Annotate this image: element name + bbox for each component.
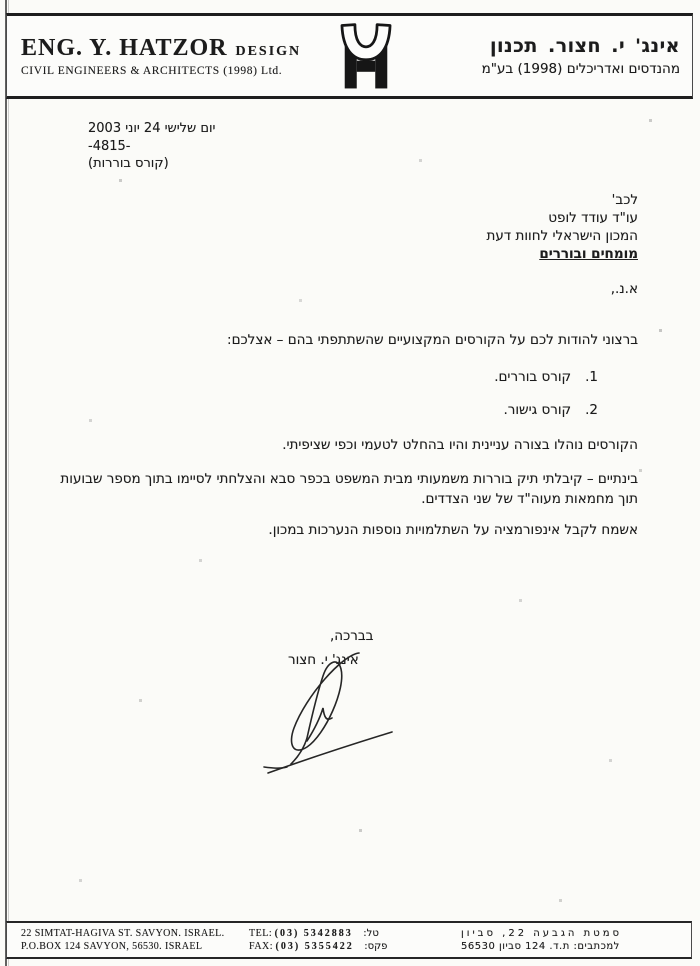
reference-block <box>88 120 215 173</box>
company-name-hebrew: אינג' י. חצור. תכנון <box>489 35 680 57</box>
footer-phone-block <box>249 927 457 953</box>
company-name-main: ENG. Y. HATZOR <box>21 35 228 61</box>
list-item-number: 1. <box>585 369 598 385</box>
scan-noise-specks <box>0 0 1 1</box>
recipient-block <box>486 191 638 263</box>
list-item-text: קורס בוררים. <box>494 369 572 385</box>
fax-label-he: פקס: <box>364 941 388 952</box>
list-item-number: 2. <box>585 402 598 418</box>
footer-street-address-he: סמטת הגבעה 22, סביון <box>461 928 622 939</box>
fax-label-en: FAX: <box>249 941 274 952</box>
tel-label-en: TEL: <box>249 928 273 939</box>
hatzor-h-monogram-logo-icon <box>327 20 405 94</box>
letterhead-hebrew <box>420 35 692 77</box>
paragraph-arbitration-case: בינתיים – קיבלתי תיק בוררות משמעותי מבית המשפט בכפר סבא והצלחתי לסיימו בתוך מספר שבועות תוך מחמאות מעוה"ד של שני הצדדים. <box>60 471 638 507</box>
company-subtitle-hebrew: מהנדסים ואדריכלים (1998) בע"מ <box>481 61 680 77</box>
recipient-name: עו"ד עודד לופט <box>548 210 638 226</box>
paragraph-request-info: אשמח לקבל אינפורמציה על השתלמויות נוספות הנערכות במכון. <box>268 522 638 538</box>
handwritten-signature-icon <box>262 646 412 776</box>
recipient-org-line2: מומחים ובוררים <box>539 246 638 262</box>
salutation: א.נ., <box>610 281 638 297</box>
footer-address-hebrew <box>457 927 691 953</box>
tel-number: (03) 5342883 <box>274 928 353 939</box>
footer-fax-line <box>249 940 457 953</box>
company-name-english <box>21 35 311 62</box>
footer-contact-bar <box>6 921 692 959</box>
list-item <box>503 401 598 421</box>
reference-number: -4815- <box>88 138 131 154</box>
letterhead-english <box>7 35 311 77</box>
letter-subject: (קורס בוררות) <box>88 156 169 171</box>
list-item <box>494 368 598 388</box>
letterhead <box>6 13 693 99</box>
footer-pobox-address-he: למכתבים: ת.ד. 124 סביון 56530 <box>461 941 620 952</box>
footer-street-address-en: 22 SIMTAT-HAGIVA ST. SAVYON. ISRAEL. <box>21 928 225 939</box>
scan-left-edge-shadow <box>8 0 9 966</box>
footer-pobox-address-en: P.O.BOX 124 SAVYON, 56530. ISRAEL <box>21 941 203 952</box>
footer-tel-line <box>249 927 457 940</box>
paragraph-intro: ברצוני להודות לכם על הקורסים המקצועיים שהשתתפתי בהם – אצלכם: <box>227 332 638 348</box>
closing-signer-name: אינג' י. חצור <box>288 652 359 668</box>
list-item-text: קורס גישור. <box>503 402 572 418</box>
company-name-design: DESIGN <box>235 44 302 59</box>
fax-number: (03) 5355422 <box>275 941 354 952</box>
recipient-to: לכב' <box>611 192 638 208</box>
letter-date: יום שלישי 24 יוני 2003 <box>88 121 216 136</box>
paragraph-courses: הקורסים נוהלו בצורה עניינית והיו בהחלט לטעמי וכפי שציפיתי. <box>282 437 638 453</box>
footer-address-english <box>7 927 249 953</box>
scan-left-edge-line <box>5 0 7 966</box>
company-subtitle-english: CIVIL ENGINEERS & ARCHITECTS (1998) Ltd. <box>21 65 283 77</box>
recipient-org-line1: המכון הישראלי לחוות דעת <box>486 228 638 244</box>
tel-label-he: טל: <box>363 928 379 939</box>
closing-regards: בברכה, <box>330 628 374 644</box>
